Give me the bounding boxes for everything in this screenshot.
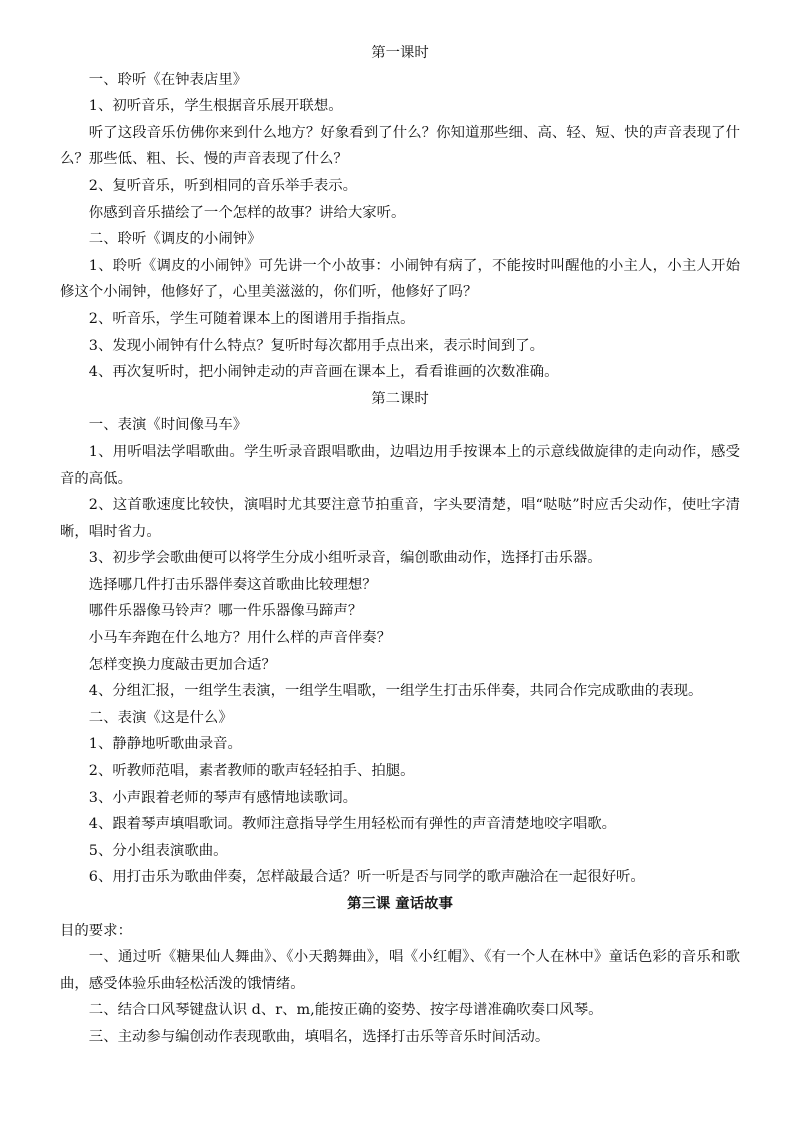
paragraph: 3、小声跟着老师的琴声有感情地读歌词。 <box>88 789 357 806</box>
paragraph: 2、复听音乐，听到相同的音乐举手表示。 <box>88 177 357 194</box>
document-page <box>60 40 740 1051</box>
paragraph: 1、静静地听歌曲录音。 <box>88 736 242 753</box>
lesson1-section1-heading: 一、聆听《在钟表店里》 <box>88 71 248 88</box>
paragraph: 3、初步学会歌曲便可以将学生分成小组听录音，编创歌曲动作，选择打击乐器。 <box>88 550 602 567</box>
paragraph: 4、再次复听时，把小闹钟走动的声音画在课本上，看看谁画的次数准确。 <box>88 364 559 381</box>
paragraph: 2、这首歌速度比较快，演唱时尤其要注意节拍重音，字头要清楚，唱“哒哒”时应舌尖动作，使吐字清晰，唱时省力。 <box>60 497 740 540</box>
paragraph: 一、通过听《糖果仙人舞曲》、《小天鹅舞曲》，唱《小红帽》、《有一个人在林中》童话色彩的音乐和歌曲，感受体验乐曲轻松活泼的饿情绪。 <box>60 949 740 992</box>
paragraph: 2、听教师范唱，素者教师的歌声轻轻拍手、拍腿。 <box>88 763 415 780</box>
paragraph: 二、结合口风琴键盘认识 d、r、m,能按正确的姿势、按字母谱准确吹奏口风琴。 <box>88 1002 603 1019</box>
lesson2-section1-heading: 一、表演《时间像马车》 <box>88 417 248 434</box>
paragraph: 怎样变换力度敲击更加合适？ <box>88 656 276 673</box>
paragraph: 5、分小组表演歌曲。 <box>88 842 228 859</box>
paragraph: 选择哪几件打击乐器伴奏这首歌曲比较理想？ <box>88 576 377 593</box>
lesson1-section2-heading: 二、聆听《调皮的小闹钟》 <box>88 231 262 248</box>
paragraph: 听了这段音乐仿佛你来到什么地方？好象看到了什么？你知道那些细、高、轻、短、快的声音表现了什么？那些低、粗、长、慢的声音表现了什么？ <box>60 124 740 168</box>
paragraph: 小马车奔跑在什么地方？用什么样的声音伴奏？ <box>88 630 392 647</box>
paragraph: 2、听音乐，学生可随着课本上的图谱用手指指点。 <box>88 310 415 327</box>
paragraph: 4、分组汇报，一组学生表演，一组学生唱歌，一组学生打击乐伴奏，共同合作完成歌曲的表现。 <box>88 683 703 700</box>
paragraph: 6、用打击乐为歌曲伴奏，怎样敲最合适？听一听是否与同学的歌声融洽在一起很好听。 <box>88 869 645 886</box>
goals-label: 目的要求： <box>60 922 132 939</box>
paragraph: 三、主动参与编创动作表现歌曲，填唱名，选择打击乐等音乐时间活动。 <box>88 1028 550 1045</box>
paragraph: 1、用听唱法学唱歌曲。学生听录音跟唱歌曲，边唱边用手按课本上的示意线做旋律的走向动作，感受音的高低。 <box>60 443 740 487</box>
paragraph: 1、聆听《调皮的小闹钟》可先讲一个小故事：小闹钟有病了，不能按时叫醒他的小主人，小主人开始修这个小闹钟，他修好了，心里美滋滋的，你们听，他修好了吗？ <box>60 257 740 301</box>
lesson2-title: 第二课时 <box>371 390 429 407</box>
paragraph: 1、初听音乐，学生根据音乐展开联想。 <box>88 98 343 115</box>
paragraph: 4、跟着琴声填唱歌词。教师注意指导学生用轻松而有弹性的声音清楚地咬字唱歌。 <box>88 816 617 833</box>
paragraph: 哪件乐器像马铃声？哪一件乐器像马蹄声？ <box>88 603 363 620</box>
lesson3-title: 第三课 童话故事 <box>347 895 453 912</box>
lesson1-title: 第一课时 <box>371 45 429 61</box>
paragraph: 你感到音乐描绘了一个怎样的故事？讲给大家听。 <box>88 204 406 221</box>
paragraph: 3、发现小闹钟有什么特点？复听时每次都用手点出来，表示时间到了。 <box>88 337 545 354</box>
lesson2-section2-heading: 二、表演《这是什么》 <box>88 709 233 726</box>
